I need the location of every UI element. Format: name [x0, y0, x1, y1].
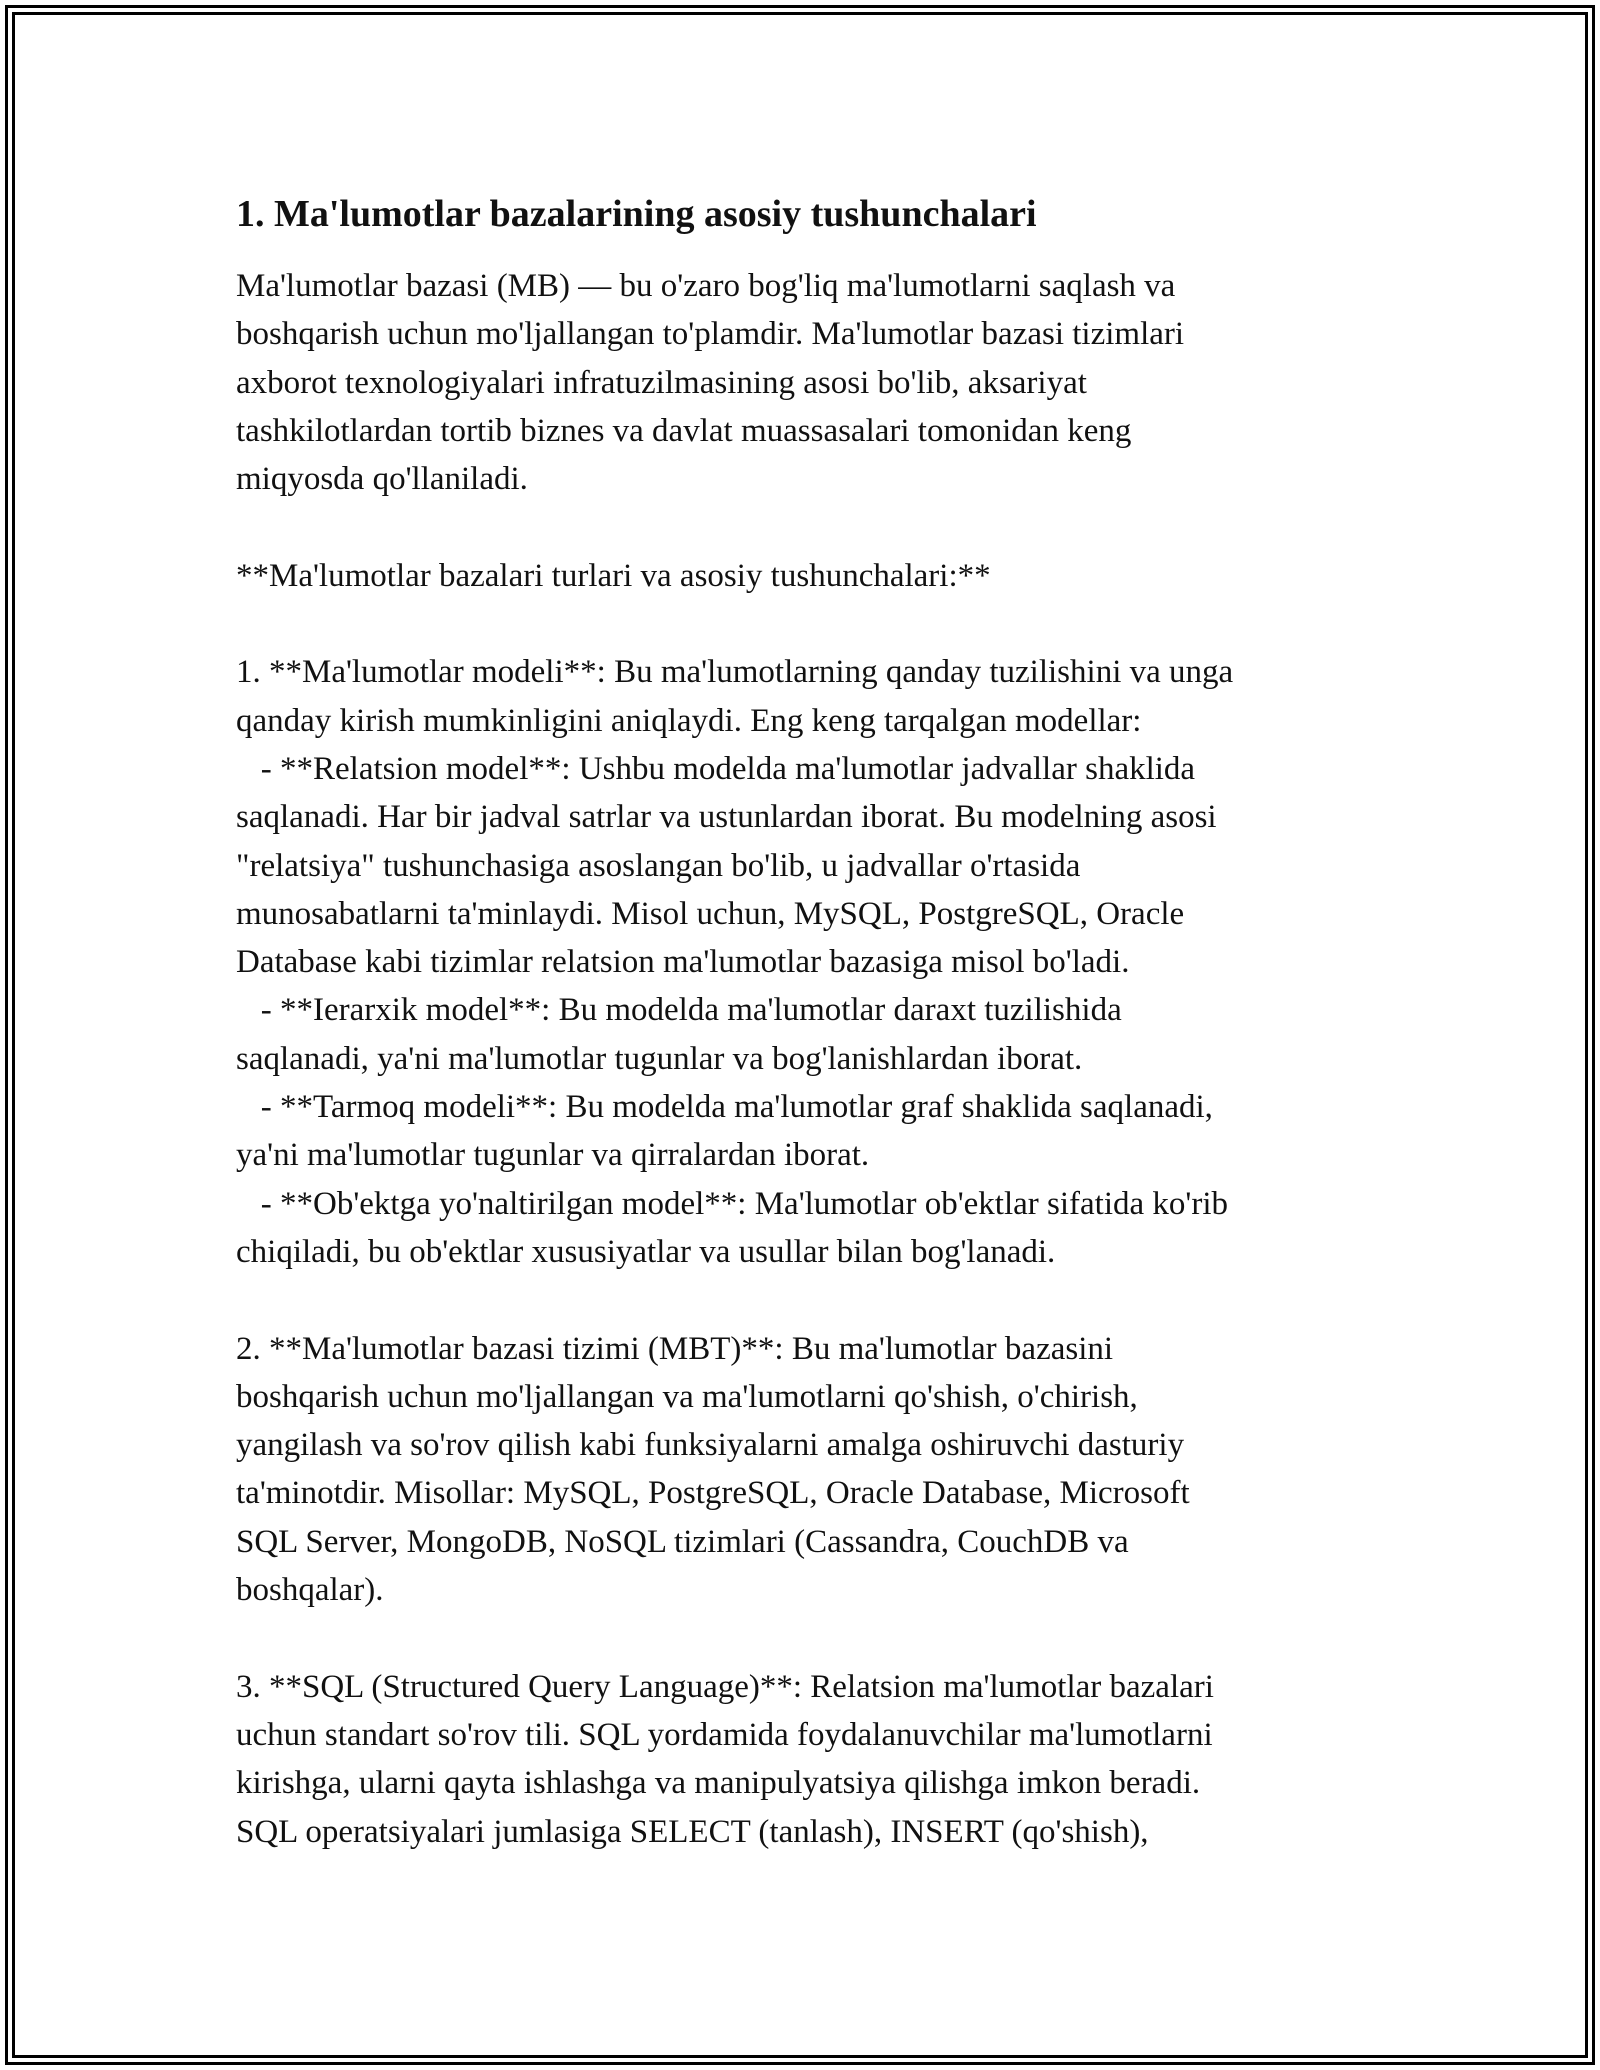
text-line: - **Relatsion model**: Ushbu modelda ma'lumotlar jadvallar shaklida	[236, 750, 1196, 787]
blank-line	[236, 1276, 1366, 1324]
text-line: tashkilotlardan tortib biznes va davlat muassasalari tomonidan keng	[236, 412, 1132, 449]
text-line: boshqarish uchun mo'ljallangan va ma'lumotlarni qo'shish, o'chirish,	[236, 1378, 1138, 1415]
text-line: saqlanadi. Har bir jadval satrlar va ustunlardan iborat. Bu modelning asosi	[236, 799, 1217, 836]
text-line: - **Ierarxik model**: Bu modelda ma'lumotlar daraxt tuzilishida	[236, 992, 1122, 1029]
document-page	[236, 190, 1366, 1856]
text-line: Database kabi tizimlar relatsion ma'lumotlar bazasiga misol bo'ladi.	[236, 944, 1130, 981]
blank-line	[236, 600, 1366, 648]
text-line: 2. **Ma'lumotlar bazasi tizimi (MBT)**: Bu ma'lumotlar bazasini	[236, 1330, 1114, 1367]
text-line: - **Ob'ektga yo'naltirilgan model**: Ma'lumotlar ob'ektlar sifatida ko'rib	[236, 1185, 1228, 1222]
text-line: **Ma'lumotlar bazalari turlari va asosiy tushunchalari:**	[236, 557, 991, 594]
text-line: miqyosda qo'llaniladi.	[236, 461, 528, 498]
text-line: Ma'lumotlar bazasi (MB) — bu o'zaro bog'liq ma'lumotlarni saqlash va	[236, 268, 1176, 304]
text-line: boshqalar).	[236, 1572, 384, 1609]
text-line: ya'ni ma'lumotlar tugunlar va qirralardan iborat.	[236, 1137, 870, 1174]
text-line: boshqarish uchun mo'ljallangan to'plamdir. Ma'lumotlar bazasi tizimlari	[236, 316, 1185, 353]
text-line: uchun standart so'rov tili. SQL yordamida foydalanuvchilar ma'lumotlarni	[236, 1716, 1213, 1753]
blank-line	[236, 503, 1366, 551]
text-line: qanday kirish mumkinligini aniqlaydi. Eng keng tarqalgan modellar:	[236, 702, 1142, 739]
text-line: ta'minotdir. Misollar: MySQL, PostgreSQL, Oracle Database, Microsoft	[236, 1475, 1190, 1512]
text-line: chiqiladi, bu ob'ektlar xususiyatlar va usullar bilan bog'lanadi.	[236, 1233, 1056, 1270]
text-line: kirishga, ularni qayta ishlashga va manipulyatsiya qilishga imkon beradi.	[236, 1765, 1201, 1802]
text-line: 3. **SQL (Structured Query Language)**: Relatsion ma'lumotlar bazalari	[236, 1668, 1214, 1705]
document-title: 1. Ma'lumotlar bazalarining asosiy tushunchalari	[236, 193, 1037, 235]
text-line: 1. **Ma'lumotlar modeli**: Bu ma'lumotlarning qanday tuzilishini va unga	[236, 654, 1234, 691]
text-line: yangilash va so'rov qilish kabi funksiyalarni amalga oshiruvchi dasturiy	[236, 1427, 1185, 1464]
text-line: SQL Server, MongoDB, NoSQL tizimlari (Cassandra, CouchDB va	[236, 1523, 1129, 1560]
text-line: - **Tarmoq modeli**: Bu modelda ma'lumotlar graf shaklida saqlanadi,	[236, 1089, 1213, 1126]
text-line: SQL operatsiyalari jumlasiga SELECT (tanlash), INSERT (qo'shish),	[236, 1813, 1149, 1850]
text-line: "relatsiya" tushunchasiga asoslangan bo'lib, u jadvallar o'rtasida	[236, 847, 1081, 884]
blank-line	[236, 1614, 1366, 1662]
text-line: axborot texnologiyalari infratuzilmasining asosi bo'lib, aksariyat	[236, 364, 1087, 401]
text-line: saqlanadi, ya'ni ma'lumotlar tugunlar va bog'lanishlardan iborat.	[236, 1040, 1083, 1077]
document-body	[236, 262, 1366, 1856]
text-line: munosabatlarni ta'minlaydi. Misol uchun, MySQL, PostgreSQL, Oracle	[236, 895, 1185, 932]
